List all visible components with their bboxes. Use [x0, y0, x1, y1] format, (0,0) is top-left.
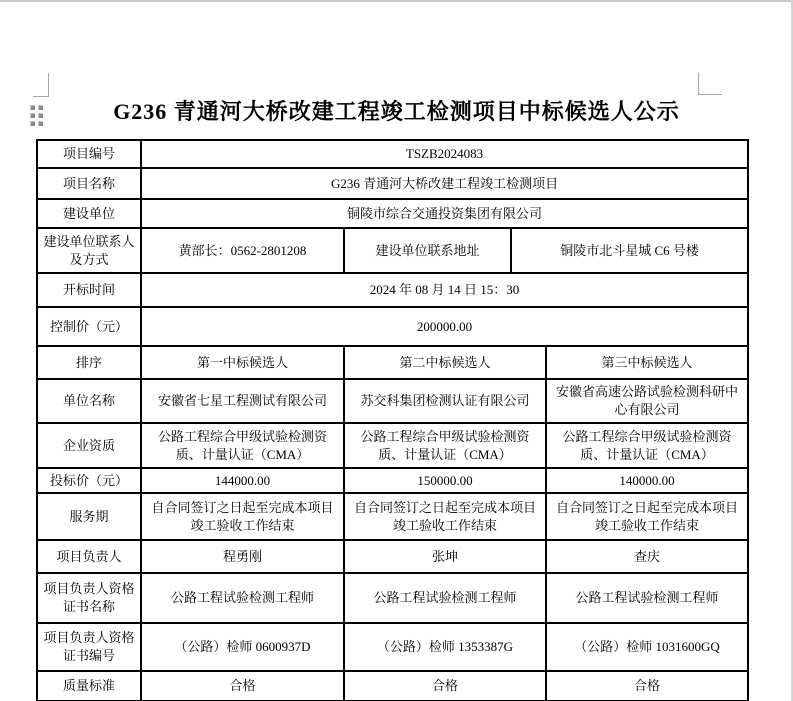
qualification-2: 公路工程综合甲级试验检测资质、计量认证（CMA）	[344, 423, 546, 468]
window-top-edge	[0, 0, 793, 2]
owner-value: 铜陵市综合交通投资集团有限公司	[141, 199, 748, 228]
address-label: 建设单位联系地址	[344, 228, 511, 273]
margin-corner-mark-left	[33, 73, 49, 97]
quality-1: 合格	[141, 671, 344, 701]
table-row	[37, 540, 748, 573]
table-row	[37, 573, 748, 623]
manager-1: 程勇刚	[141, 540, 344, 573]
table-row	[37, 671, 748, 701]
cert-no-2: （公路）检师 1353387G	[344, 623, 546, 671]
table-row	[37, 199, 748, 228]
cert-name-3: 公路工程试验检测工程师	[546, 573, 748, 623]
service-period-2: 自合同签订之日起至完成本项目竣工验收工作结束	[344, 493, 546, 540]
manager-3: 查庆	[546, 540, 748, 573]
project-name-value: G236 青通河大桥改建工程竣工检测项目	[141, 168, 748, 199]
table-row	[37, 140, 748, 168]
table-row	[37, 379, 748, 423]
row-label: 建设单位联系人及方式	[37, 228, 141, 273]
table-row	[37, 168, 748, 199]
margin-corner-mark-right	[698, 73, 722, 95]
cert-no-1: （公路）检师 0600937D	[141, 623, 344, 671]
company-1: 安徽省七星工程测试有限公司	[141, 379, 344, 423]
row-label: 控制价（元）	[37, 307, 141, 346]
control-price-value: 200000.00	[141, 307, 748, 346]
row-label: 项目名称	[37, 168, 141, 199]
rank-1: 第一中标候选人	[141, 346, 344, 379]
table-row	[37, 346, 748, 379]
bid-announcement-table	[36, 139, 749, 701]
cert-no-3: （公路）检师 1031600GQ	[546, 623, 748, 671]
bid-price-3: 140000.00	[546, 468, 748, 493]
cert-name-1: 公路工程试验检测工程师	[141, 573, 344, 623]
table-row	[37, 273, 748, 307]
company-2: 苏交科集团检测认证有限公司	[344, 379, 546, 423]
manager-2: 张坤	[344, 540, 546, 573]
rank-2: 第二中标候选人	[344, 346, 546, 379]
row-label: 企业资质	[37, 423, 141, 468]
table-row	[37, 623, 748, 671]
row-label: 单位名称	[37, 379, 141, 423]
qualification-1: 公路工程综合甲级试验检测资质、计量认证（CMA）	[141, 423, 344, 468]
table-row	[37, 468, 748, 493]
row-label: 投标价（元）	[37, 468, 141, 493]
page-title: G236 青通河大桥改建工程竣工检测项目中标候选人公示	[113, 99, 680, 124]
row-label: 项目负责人资格证书编号	[37, 623, 141, 671]
project-number-value: TSZB2024083	[141, 140, 748, 168]
row-label: 开标时间	[37, 273, 141, 307]
quality-2: 合格	[344, 671, 546, 701]
bid-price-2: 150000.00	[344, 468, 546, 493]
row-label: 项目编号	[37, 140, 141, 168]
service-period-1: 自合同签订之日起至完成本项目竣工验收工作结束	[141, 493, 344, 540]
row-label: 排序	[37, 346, 141, 379]
service-period-3: 自合同签订之日起至完成本项目竣工验收工作结束	[546, 493, 748, 540]
quality-3: 合格	[546, 671, 748, 701]
address-value: 铜陵市北斗星城 C6 号楼	[511, 228, 748, 273]
table-row	[37, 307, 748, 346]
bid-open-time-value: 2024 年 08 月 14 日 15：30	[141, 273, 748, 307]
row-label: 项目负责人资格证书名称	[37, 573, 141, 623]
row-label: 服务期	[37, 493, 141, 540]
qualification-3: 公路工程综合甲级试验检测资质、计量认证（CMA）	[546, 423, 748, 468]
table-row	[37, 493, 748, 540]
contact-value: 黄部长：0562-2801208	[141, 228, 344, 273]
row-label: 质量标准	[37, 671, 141, 701]
company-3: 安徽省高速公路试验检测科研中心有限公司	[546, 379, 748, 423]
rank-3: 第三中标候选人	[546, 346, 748, 379]
table-row	[37, 228, 748, 273]
cert-name-2: 公路工程试验检测工程师	[344, 573, 546, 623]
bid-price-1: 144000.00	[141, 468, 344, 493]
table-row	[37, 423, 748, 468]
row-label: 项目负责人	[37, 540, 141, 573]
row-label: 建设单位	[37, 199, 141, 228]
